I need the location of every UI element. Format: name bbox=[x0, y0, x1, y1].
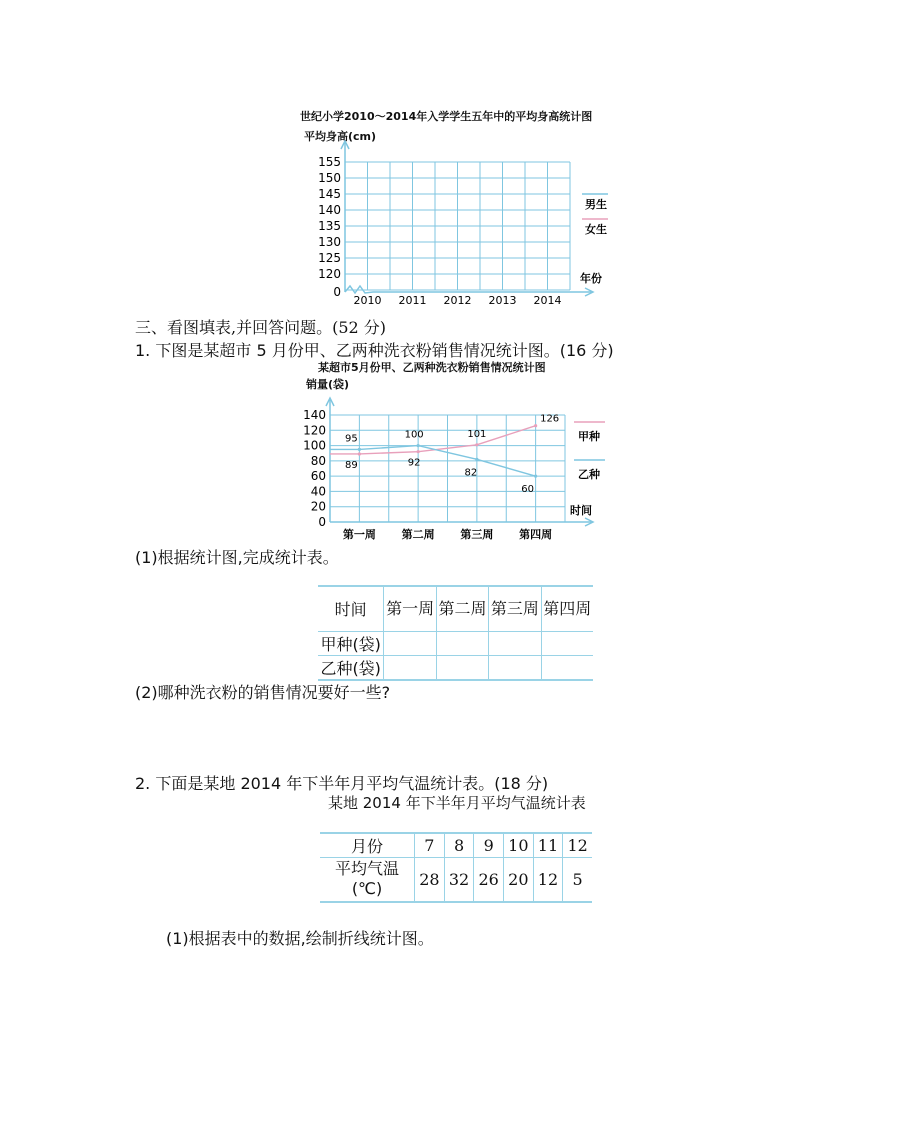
q1-header-week1: 第一周 bbox=[384, 586, 436, 631]
chart1-ylabel: 平均身高(cm) bbox=[304, 130, 377, 143]
chart2-y-tick: 100 bbox=[303, 438, 326, 453]
chart2-legend-b: 乙种 bbox=[578, 468, 600, 481]
q2-part1: (1)根据表中的数据,绘制折线统计图。 bbox=[166, 929, 434, 948]
chart1-legend bbox=[580, 194, 608, 285]
chart2-y-ticks bbox=[303, 408, 326, 529]
q2-temp: 5 bbox=[563, 858, 592, 902]
chart1-y-ticks bbox=[318, 155, 341, 299]
q2-temp: 28 bbox=[415, 858, 445, 902]
chart2-point bbox=[475, 458, 478, 461]
chart1-y-tick: 125 bbox=[318, 251, 341, 265]
q2-temp: 20 bbox=[504, 858, 534, 902]
chart1-x-tick: 2014 bbox=[533, 294, 562, 307]
chart1-y-tick: 130 bbox=[318, 235, 341, 249]
q1-part1: (1)根据统计图,完成统计表。 bbox=[135, 548, 339, 567]
q1-header-week2: 第二周 bbox=[436, 586, 488, 631]
q1-part2: (2)哪种洗衣粉的销售情况要好一些? bbox=[135, 683, 391, 702]
chart2-x-tick: 第一周 bbox=[342, 528, 376, 541]
chart2-title: 某超市5月份甲、乙两种洗衣粉销售情况统计图 bbox=[318, 361, 546, 374]
q2-temp: 26 bbox=[474, 858, 504, 902]
q1-cell-b2[interactable] bbox=[436, 655, 488, 680]
chart2-x-ticks bbox=[343, 527, 552, 541]
q1-header-week3: 第三周 bbox=[489, 586, 541, 631]
chart1-x-tick: 2012 bbox=[443, 294, 472, 307]
q2-month: 10 bbox=[504, 833, 534, 858]
chart2-data-label: 100 bbox=[404, 429, 424, 441]
chart2-x-tick: 第三周 bbox=[460, 528, 494, 541]
q2-temp-label-b: (℃) bbox=[351, 879, 383, 899]
chart2-grid bbox=[330, 415, 565, 522]
q1-header-time: 时间 bbox=[318, 586, 384, 631]
chart2-point bbox=[417, 444, 420, 447]
chart2-y-tick: 40 bbox=[310, 484, 326, 499]
chart2-point bbox=[475, 443, 478, 446]
q1-row-a-label: 甲种(袋) bbox=[318, 631, 384, 655]
chart1-y-tick: 0 bbox=[333, 285, 341, 299]
chart1-svg bbox=[300, 140, 620, 315]
chart2-point bbox=[358, 452, 361, 455]
chart2-data-labels bbox=[345, 414, 559, 495]
chart1-legend-girls: 女生 bbox=[585, 223, 607, 236]
q2-month: 8 bbox=[444, 833, 474, 858]
chart1-x-tick: 2010 bbox=[353, 294, 382, 307]
section-heading: 三、看图填表,并回答问题。(52 分) bbox=[135, 318, 387, 337]
chart2-y-tick: 120 bbox=[303, 423, 326, 438]
chart2-point bbox=[534, 475, 537, 478]
chart2-point bbox=[358, 448, 361, 451]
q2-temp: 12 bbox=[533, 858, 563, 902]
chart1-x-tick: 2011 bbox=[398, 294, 427, 307]
q2-temp-table bbox=[320, 832, 592, 903]
chart2-legend-a: 甲种 bbox=[578, 430, 600, 443]
chart1-x-ticks bbox=[354, 294, 562, 307]
q2-temp-label bbox=[320, 858, 415, 902]
chart2-y-tick: 20 bbox=[310, 499, 326, 514]
chart1-y-tick: 120 bbox=[318, 267, 341, 281]
q1-row-b-label: 乙种(袋) bbox=[318, 655, 384, 680]
q1-fill-table bbox=[318, 585, 593, 681]
chart2-data-label: 60 bbox=[521, 484, 534, 496]
q1-cell-b3[interactable] bbox=[489, 655, 541, 680]
chart2-data-label: 92 bbox=[407, 457, 421, 469]
chart1-x-label: 年份 bbox=[580, 272, 602, 285]
chart2-y-tick: 0 bbox=[318, 515, 326, 529]
chart1-y-tick: 135 bbox=[318, 219, 341, 233]
chart2-y-tick: 140 bbox=[303, 408, 326, 422]
chart2-point bbox=[417, 450, 420, 453]
chart1-grid bbox=[345, 162, 570, 290]
q2-month: 12 bbox=[563, 833, 592, 858]
chart1-x-tick: 2013 bbox=[488, 294, 517, 307]
chart2-y-tick: 60 bbox=[310, 469, 326, 484]
q2-month: 7 bbox=[415, 833, 445, 858]
chart2-data-label: 82 bbox=[464, 467, 478, 479]
q1-cell-a2[interactable] bbox=[436, 631, 488, 655]
chart2-x-label: 时间 bbox=[570, 504, 592, 517]
chart2-data-label: 95 bbox=[345, 433, 358, 445]
chart2-legend bbox=[570, 422, 605, 517]
q2-table-title: 某地 2014 年下半年月平均气温统计表 bbox=[328, 794, 586, 812]
chart1-y-tick: 145 bbox=[318, 187, 341, 201]
q1-cell-a3[interactable] bbox=[489, 631, 541, 655]
q1-header-week4: 第四周 bbox=[541, 586, 593, 631]
q1-cell-b4[interactable] bbox=[541, 655, 593, 680]
q1-cell-b1[interactable] bbox=[384, 655, 436, 680]
chart1-y-tick: 150 bbox=[318, 171, 341, 185]
q2-temp: 32 bbox=[444, 858, 474, 902]
chart2-svg bbox=[300, 395, 620, 545]
chart2-x-tick: 第四周 bbox=[519, 528, 553, 541]
q2-month-label: 月份 bbox=[320, 833, 415, 858]
chart1-y-tick: 140 bbox=[318, 203, 341, 217]
chart2-point bbox=[534, 424, 537, 427]
chart2-data-label: 126 bbox=[540, 413, 560, 425]
q2-month: 9 bbox=[474, 833, 504, 858]
q1-cell-a1[interactable] bbox=[384, 631, 436, 655]
q2-temp-label-a: 平均气温 bbox=[335, 859, 400, 879]
chart1-legend-boys: 男生 bbox=[585, 198, 607, 211]
chart2-x-tick: 第二周 bbox=[401, 528, 435, 541]
q1-intro: 1. 下图是某超市 5 月份甲、乙两种洗衣粉销售情况统计图。(16 分) bbox=[135, 341, 614, 360]
q2-month: 11 bbox=[533, 833, 563, 858]
chart2-data-label: 101 bbox=[467, 428, 487, 440]
q2-intro: 2. 下面是某地 2014 年下半年月平均气温统计表。(18 分) bbox=[135, 774, 549, 793]
chart2-data-label: 89 bbox=[345, 459, 358, 471]
chart1-title: 世纪小学2010～2014年入学学生五年中的平均身高统计图 bbox=[300, 110, 593, 123]
chart1-axes bbox=[341, 141, 593, 296]
chart2-y-tick: 80 bbox=[310, 453, 326, 468]
chart1-y-tick: 155 bbox=[318, 155, 341, 169]
chart2-ylabel: 销量(袋) bbox=[306, 378, 350, 391]
q1-cell-a4[interactable] bbox=[541, 631, 593, 655]
